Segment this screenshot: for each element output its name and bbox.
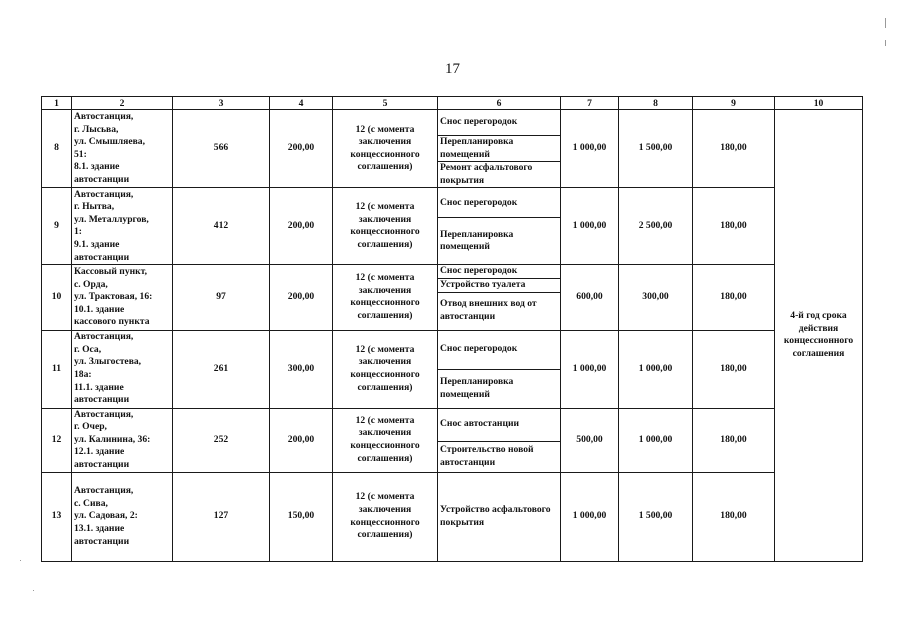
row-number: 13: [42, 472, 72, 561]
col7-cell: 1 000,00: [561, 110, 619, 188]
col8-cell: 1 000,00: [619, 408, 693, 472]
col3-cell: 127: [173, 472, 270, 561]
col7-cell: 1 000,00: [561, 330, 619, 408]
scan-speck: [885, 18, 886, 28]
col3-cell: 412: [173, 188, 270, 265]
row-number: 9: [42, 188, 72, 265]
header-cell: 6: [438, 97, 561, 110]
row-number: 11: [42, 330, 72, 408]
work-cell: Снос перегородок: [438, 265, 561, 279]
col4-cell: 200,00: [270, 110, 333, 188]
col8-cell: 2 500,00: [619, 188, 693, 265]
col4-cell: 200,00: [270, 188, 333, 265]
object-text: Автостанция, г. Нытва, ул. Металлургов, 1: 9.1. здание автостанции: [74, 188, 149, 263]
col8-cell: 300,00: [619, 265, 693, 330]
table-row: [42, 110, 863, 136]
col9-cell: 180,00: [693, 408, 775, 472]
object-text: Автостанция, г. Очер, ул. Калинина, 36: 12.1. здание автостанции: [74, 408, 151, 470]
work-cell: Снос автостанции: [438, 408, 561, 441]
work-cell: Перепланировка помещений: [438, 136, 561, 162]
header-cell: 3: [173, 97, 270, 110]
object-text: Кассовый пункт, с. Орда, ул. Трактовая, 16: 10.1. здание кассового пункта: [74, 265, 153, 328]
scan-speck: [20, 560, 21, 561]
table-row: [42, 408, 863, 441]
object-cell: [72, 188, 173, 265]
header-row: [42, 97, 863, 110]
row-number: 12: [42, 408, 72, 472]
col7-cell: 1 000,00: [561, 472, 619, 561]
object-text: Автостанция, с. Сива, ул. Садовая, 2: 13.1. здание автостанции: [74, 485, 138, 547]
work-cell: Устройство туалета: [438, 278, 561, 292]
object-text: Автостанция, г. Оса, ул. Злыгостева, 18а: 11.1. здание автостанции: [74, 331, 142, 406]
col7-cell: 600,00: [561, 265, 619, 330]
scan-speck: [885, 40, 886, 46]
work-cell: Перепланировка помещений: [438, 218, 561, 265]
term-cell: 12 (с момента заключения концессионного соглашения): [333, 110, 438, 188]
col9-cell: 180,00: [693, 188, 775, 265]
term-cell: 12 (с момента заключения концессионного соглашения): [333, 188, 438, 265]
object-text: Автостанция, г. Лысьва, ул. Смышляева, 51: 8.1. здание автостанции: [74, 110, 145, 185]
term-cell: 12 (с момента заключения концессионного соглашения): [333, 408, 438, 472]
work-cell: Строительство новой автостанции: [438, 441, 561, 472]
concession-table: [41, 96, 863, 562]
page-number: 17: [445, 61, 460, 77]
col3-cell: 261: [173, 330, 270, 408]
col9-cell: 180,00: [693, 110, 775, 188]
col4-cell: 300,00: [270, 330, 333, 408]
col3-cell: 97: [173, 265, 270, 330]
header-cell: 7: [561, 97, 619, 110]
object-cell: [72, 472, 173, 561]
header-cell: 9: [693, 97, 775, 110]
header-cell: 1: [42, 97, 72, 110]
col4-cell: 150,00: [270, 472, 333, 561]
header-cell: 5: [333, 97, 438, 110]
scan-speck: [33, 590, 34, 591]
col4-cell: 200,00: [270, 408, 333, 472]
year-term-cell: 4-й год срока действия концессионного соглашения: [775, 110, 863, 562]
work-cell: Устройство асфальтового покрытия: [438, 472, 561, 561]
row-number: 8: [42, 110, 72, 188]
col3-cell: 252: [173, 408, 270, 472]
work-cell: Снос перегородок: [438, 330, 561, 369]
object-cell: [72, 110, 173, 188]
table-row: [42, 472, 863, 561]
work-cell: Ремонт асфальтового покрытия: [438, 162, 561, 188]
work-cell: Снос перегородок: [438, 188, 561, 218]
work-cell: Снос перегородок: [438, 110, 561, 136]
term-cell: 12 (с момента заключения концессионного соглашения): [333, 330, 438, 408]
term-cell: 12 (с момента заключения концессионного соглашения): [333, 265, 438, 330]
term-cell: 12 (с момента заключения концессионного соглашения): [333, 472, 438, 561]
row-number: 10: [42, 265, 72, 330]
col7-cell: 1 000,00: [561, 188, 619, 265]
col8-cell: 1 000,00: [619, 330, 693, 408]
table-row: [42, 188, 863, 218]
header-cell: 2: [72, 97, 173, 110]
col8-cell: 1 500,00: [619, 110, 693, 188]
header-cell: 10: [775, 97, 863, 110]
object-cell: [72, 265, 173, 330]
work-cell: Перепланировка помещений: [438, 369, 561, 408]
work-cell: Отвод внешних вод от автостанции: [438, 292, 561, 330]
col9-cell: 180,00: [693, 472, 775, 561]
header-cell: 8: [619, 97, 693, 110]
object-cell: [72, 408, 173, 472]
col3-cell: 566: [173, 110, 270, 188]
col8-cell: 1 500,00: [619, 472, 693, 561]
header-cell: 4: [270, 97, 333, 110]
table-row: [42, 330, 863, 369]
col9-cell: 180,00: [693, 330, 775, 408]
col7-cell: 500,00: [561, 408, 619, 472]
col9-cell: 180,00: [693, 265, 775, 330]
table-row: [42, 265, 863, 279]
col4-cell: 200,00: [270, 265, 333, 330]
object-cell: [72, 330, 173, 408]
